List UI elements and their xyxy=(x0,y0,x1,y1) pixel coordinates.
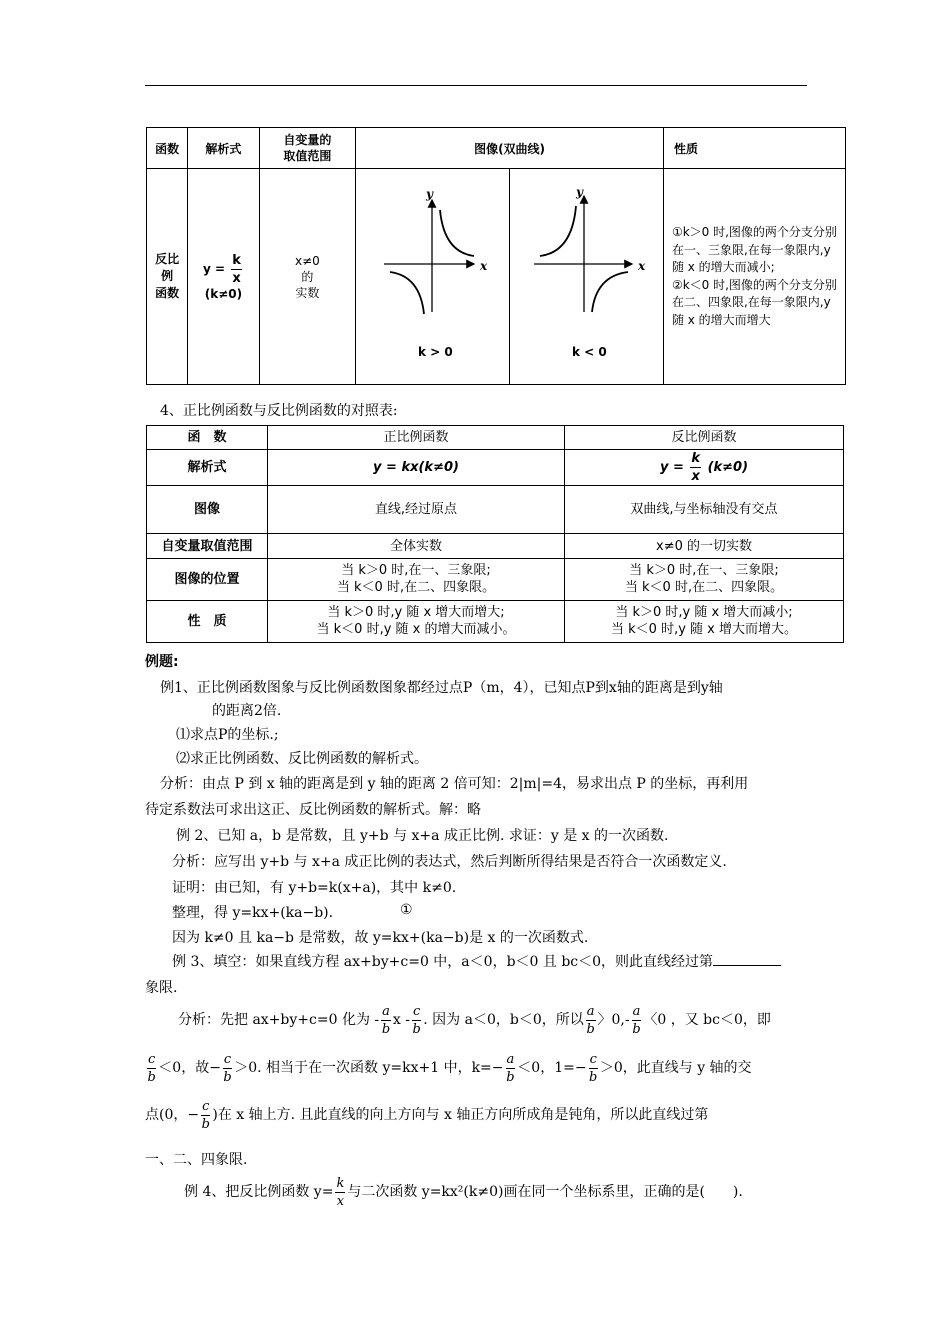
frac-num: c xyxy=(589,1051,597,1067)
frac-den: b xyxy=(381,1021,391,1037)
formula-num: k xyxy=(232,253,241,268)
t2-inverse-cell: x≠0 的一切实数 xyxy=(565,534,844,558)
caption-k-neg: k < 0 xyxy=(572,344,607,359)
t: 例 4、把反比例函数 y= xyxy=(184,1184,334,1200)
formula-cond: (k≠0) xyxy=(204,287,243,301)
th-graph: 图像(双曲线) xyxy=(356,128,664,169)
t2-header-direct: 正比例函数 xyxy=(268,426,565,450)
branch-q4 xyxy=(592,272,628,312)
t: x - xyxy=(392,1012,410,1028)
t2-direct-cell: 直线,经过原点 xyxy=(268,486,565,534)
graph-positive-cell xyxy=(356,169,510,385)
frac-den: b xyxy=(589,1069,598,1085)
formula-cell xyxy=(188,169,259,385)
t: 〉0,- xyxy=(597,1012,630,1028)
inv-cond: (k≠0) xyxy=(707,460,749,476)
frac-den: x xyxy=(336,1193,345,1209)
ex1-q2: ⑵求正比例函数、反比例函数的解析式。 xyxy=(176,751,428,767)
t2-row-label: 性 质 xyxy=(147,600,268,642)
ex3-line1-end: 象限. xyxy=(145,980,178,996)
graph-negative-cell xyxy=(510,169,664,385)
frac-num: c xyxy=(148,1051,156,1067)
frac-num: c xyxy=(412,1003,421,1019)
ex2-proof2-mark: ① xyxy=(400,902,413,918)
t2-inverse-formula xyxy=(565,450,844,486)
ex1-analysis2: 待定系数法可求出这正、反比例函数的解析式。解：略 xyxy=(145,802,481,818)
ex3-analysis-line1 xyxy=(178,1002,771,1038)
t: ＞0. 相当于在一次函数 y=kx+1 中，k=− xyxy=(234,1060,504,1076)
ex3-question: 例 3、填空：如果直线方程 ax+by+c=0 中，a＜0，b＜0 且 bc＜0，则此直线经过第 xyxy=(172,954,714,970)
t: . 因为 a＜0，b＜0，所以 xyxy=(423,1012,584,1028)
t2-header-label: 函 数 xyxy=(147,426,268,450)
t: ＜0，故− xyxy=(158,1060,221,1076)
ex3-analysis-line3 xyxy=(145,1097,708,1133)
th-formula: 解析式 xyxy=(188,128,259,169)
frac-den: b xyxy=(586,1021,595,1037)
inverse-function-table xyxy=(146,127,846,385)
caption-k-pos: k > 0 xyxy=(418,344,453,359)
frac-den: b xyxy=(201,1116,210,1132)
branch-q1 xyxy=(440,210,474,256)
frac-num: c xyxy=(223,1051,232,1067)
ex2-analysis: 分析：应写出 y+b 与 x+a 成正比例的表达式，然后判断所得结果是否符合一次函数定义. xyxy=(172,854,727,870)
answer-blank[interactable] xyxy=(713,953,781,966)
domain-cell: x≠0 的 实数 xyxy=(259,169,356,385)
ex3-line1 xyxy=(172,951,781,971)
graph-negative xyxy=(510,172,660,382)
ex2-proof2: 整理，得 y=kx+(ka−b). xyxy=(172,905,334,921)
inv-den: x xyxy=(691,469,700,485)
graph-positive xyxy=(356,172,506,382)
frac-num: k xyxy=(336,1175,345,1191)
th-function: 函数 xyxy=(147,128,188,169)
th-domain: 自变量的 取值范围 xyxy=(259,128,356,169)
t2-direct-cell: 全体实数 xyxy=(268,534,565,558)
ex3-analysis-line2 xyxy=(145,1050,752,1086)
t2-row-label: 图像 xyxy=(147,486,268,534)
ex1-line1: 例1、正比例函数图象与反比例函数图象都经过点P（m，4），已知点P到x轴的距离是到y轴 xyxy=(160,680,723,696)
t: 与二次函数 y=kx²(k≠0)画在同一个坐标系里，正确的是( ). xyxy=(347,1184,743,1200)
t: 〈0 ，又 bc＜0，即 xyxy=(643,1012,771,1028)
t: 分析：先把 ax+by+c=0 化为 - xyxy=(178,1012,380,1028)
t2-direct-formula: y = kx(k≠0) xyxy=(268,450,565,486)
t2-inverse-cell: 当 k＞0 时,在一、三象限; 当 k＜0 时,在二、四象限。 xyxy=(565,558,844,600)
branch-q3 xyxy=(390,272,424,314)
branch-q2 xyxy=(540,206,576,256)
t2-direct-cell: 当 k＞0 时,在一、三象限; 当 k＜0 时,在二、四象限。 xyxy=(268,558,565,600)
inv-num: k xyxy=(691,451,701,467)
formula-den: x xyxy=(232,271,241,286)
x-axis-label: x xyxy=(638,258,646,273)
y-axis-label: y xyxy=(426,186,434,201)
t: ＜0，1=− xyxy=(517,1060,587,1076)
property-cell: ①k＞0 时,图像的两个分支分别在一、三象限,在每一象限内,y 随 x 的增大而减小; ②k＜0 时,图像的两个分支分别在二、四象限,在每一象限内,y 随 x 的增大而增大 xyxy=(663,169,845,385)
frac-num: a xyxy=(632,1003,641,1019)
t2-inverse-cell: 双曲线,与坐标轴没有交点 xyxy=(565,486,844,534)
frac-den: b xyxy=(223,1069,232,1085)
heading-4: 4、正比例函数与反比例函数的对照表: xyxy=(160,403,398,419)
t2-direct-cell: 当 k＞0 时,y 随 x 增大而增大; 当 k＜0 时,y 随 x 的增大而减小。 xyxy=(268,600,565,642)
ex4-line xyxy=(184,1174,743,1210)
inv-lhs: y = xyxy=(659,460,684,476)
frac-num: c xyxy=(202,1098,210,1114)
th-property: 性质 xyxy=(663,128,845,169)
t2-row-label: 图像的位置 xyxy=(147,558,268,600)
frac-num: a xyxy=(506,1051,515,1067)
frac-num: a xyxy=(586,1003,595,1019)
ex3-analysis-line4: 一、二、四象限. xyxy=(145,1152,248,1168)
frac-den: b xyxy=(147,1069,156,1085)
ex1-q1: ⑴求点P的坐标.; xyxy=(176,727,279,743)
examples-title: 例题: xyxy=(145,654,179,670)
ex2-proof3: 因为 k≠0 且 ka−b 是常数，故 y=kx+(ka−b)是 x 的一次函数式. xyxy=(172,930,589,946)
ex2-proof1: 证明：由已知，有 y+b=k(x+a)，其中 k≠0. xyxy=(172,880,457,896)
frac-den: b xyxy=(632,1021,641,1037)
t2-row-label: 自变量取值范围 xyxy=(147,534,268,558)
ex1-line2: 的距离2倍. xyxy=(212,703,282,719)
t2-header-inverse: 反比例函数 xyxy=(565,426,844,450)
y-axis-label: y xyxy=(576,184,584,199)
comparison-table xyxy=(146,425,844,643)
ex1-analysis1: 分析：由点 P 到 x 轴的距离是到 y 轴的距离 2 倍可知：2|m|=4，易求出点 P 的坐标，再利用 xyxy=(160,776,749,792)
frac-num: a xyxy=(382,1003,390,1019)
t: ＞0，此直线与 y 轴的交 xyxy=(599,1060,752,1076)
header-rule xyxy=(145,85,807,86)
t: 点(0，− xyxy=(145,1107,200,1123)
t: )在 x 轴上方. 且此直线的向上方向与 x 轴正方向所成角是钝角，所以此直线过第 xyxy=(212,1107,709,1123)
frac-den: b xyxy=(506,1069,515,1085)
x-axis-label: x xyxy=(480,258,488,273)
t2-inverse-cell: 当 k＞0 时,y 随 x 增大而减小; 当 k＜0 时,y 随 x 增大而增大。 xyxy=(565,600,844,642)
t2-row-label: 解析式 xyxy=(147,450,268,486)
row-label: 反比 例 函数 xyxy=(147,169,188,385)
ex2-line1: 例 2、已知 a，b 是常数，且 y+b 与 x+a 成正比例. 求证：y 是 x 的一次函数. xyxy=(176,828,669,844)
formula-lhs: y = xyxy=(202,262,226,276)
frac-den: b xyxy=(412,1021,421,1037)
